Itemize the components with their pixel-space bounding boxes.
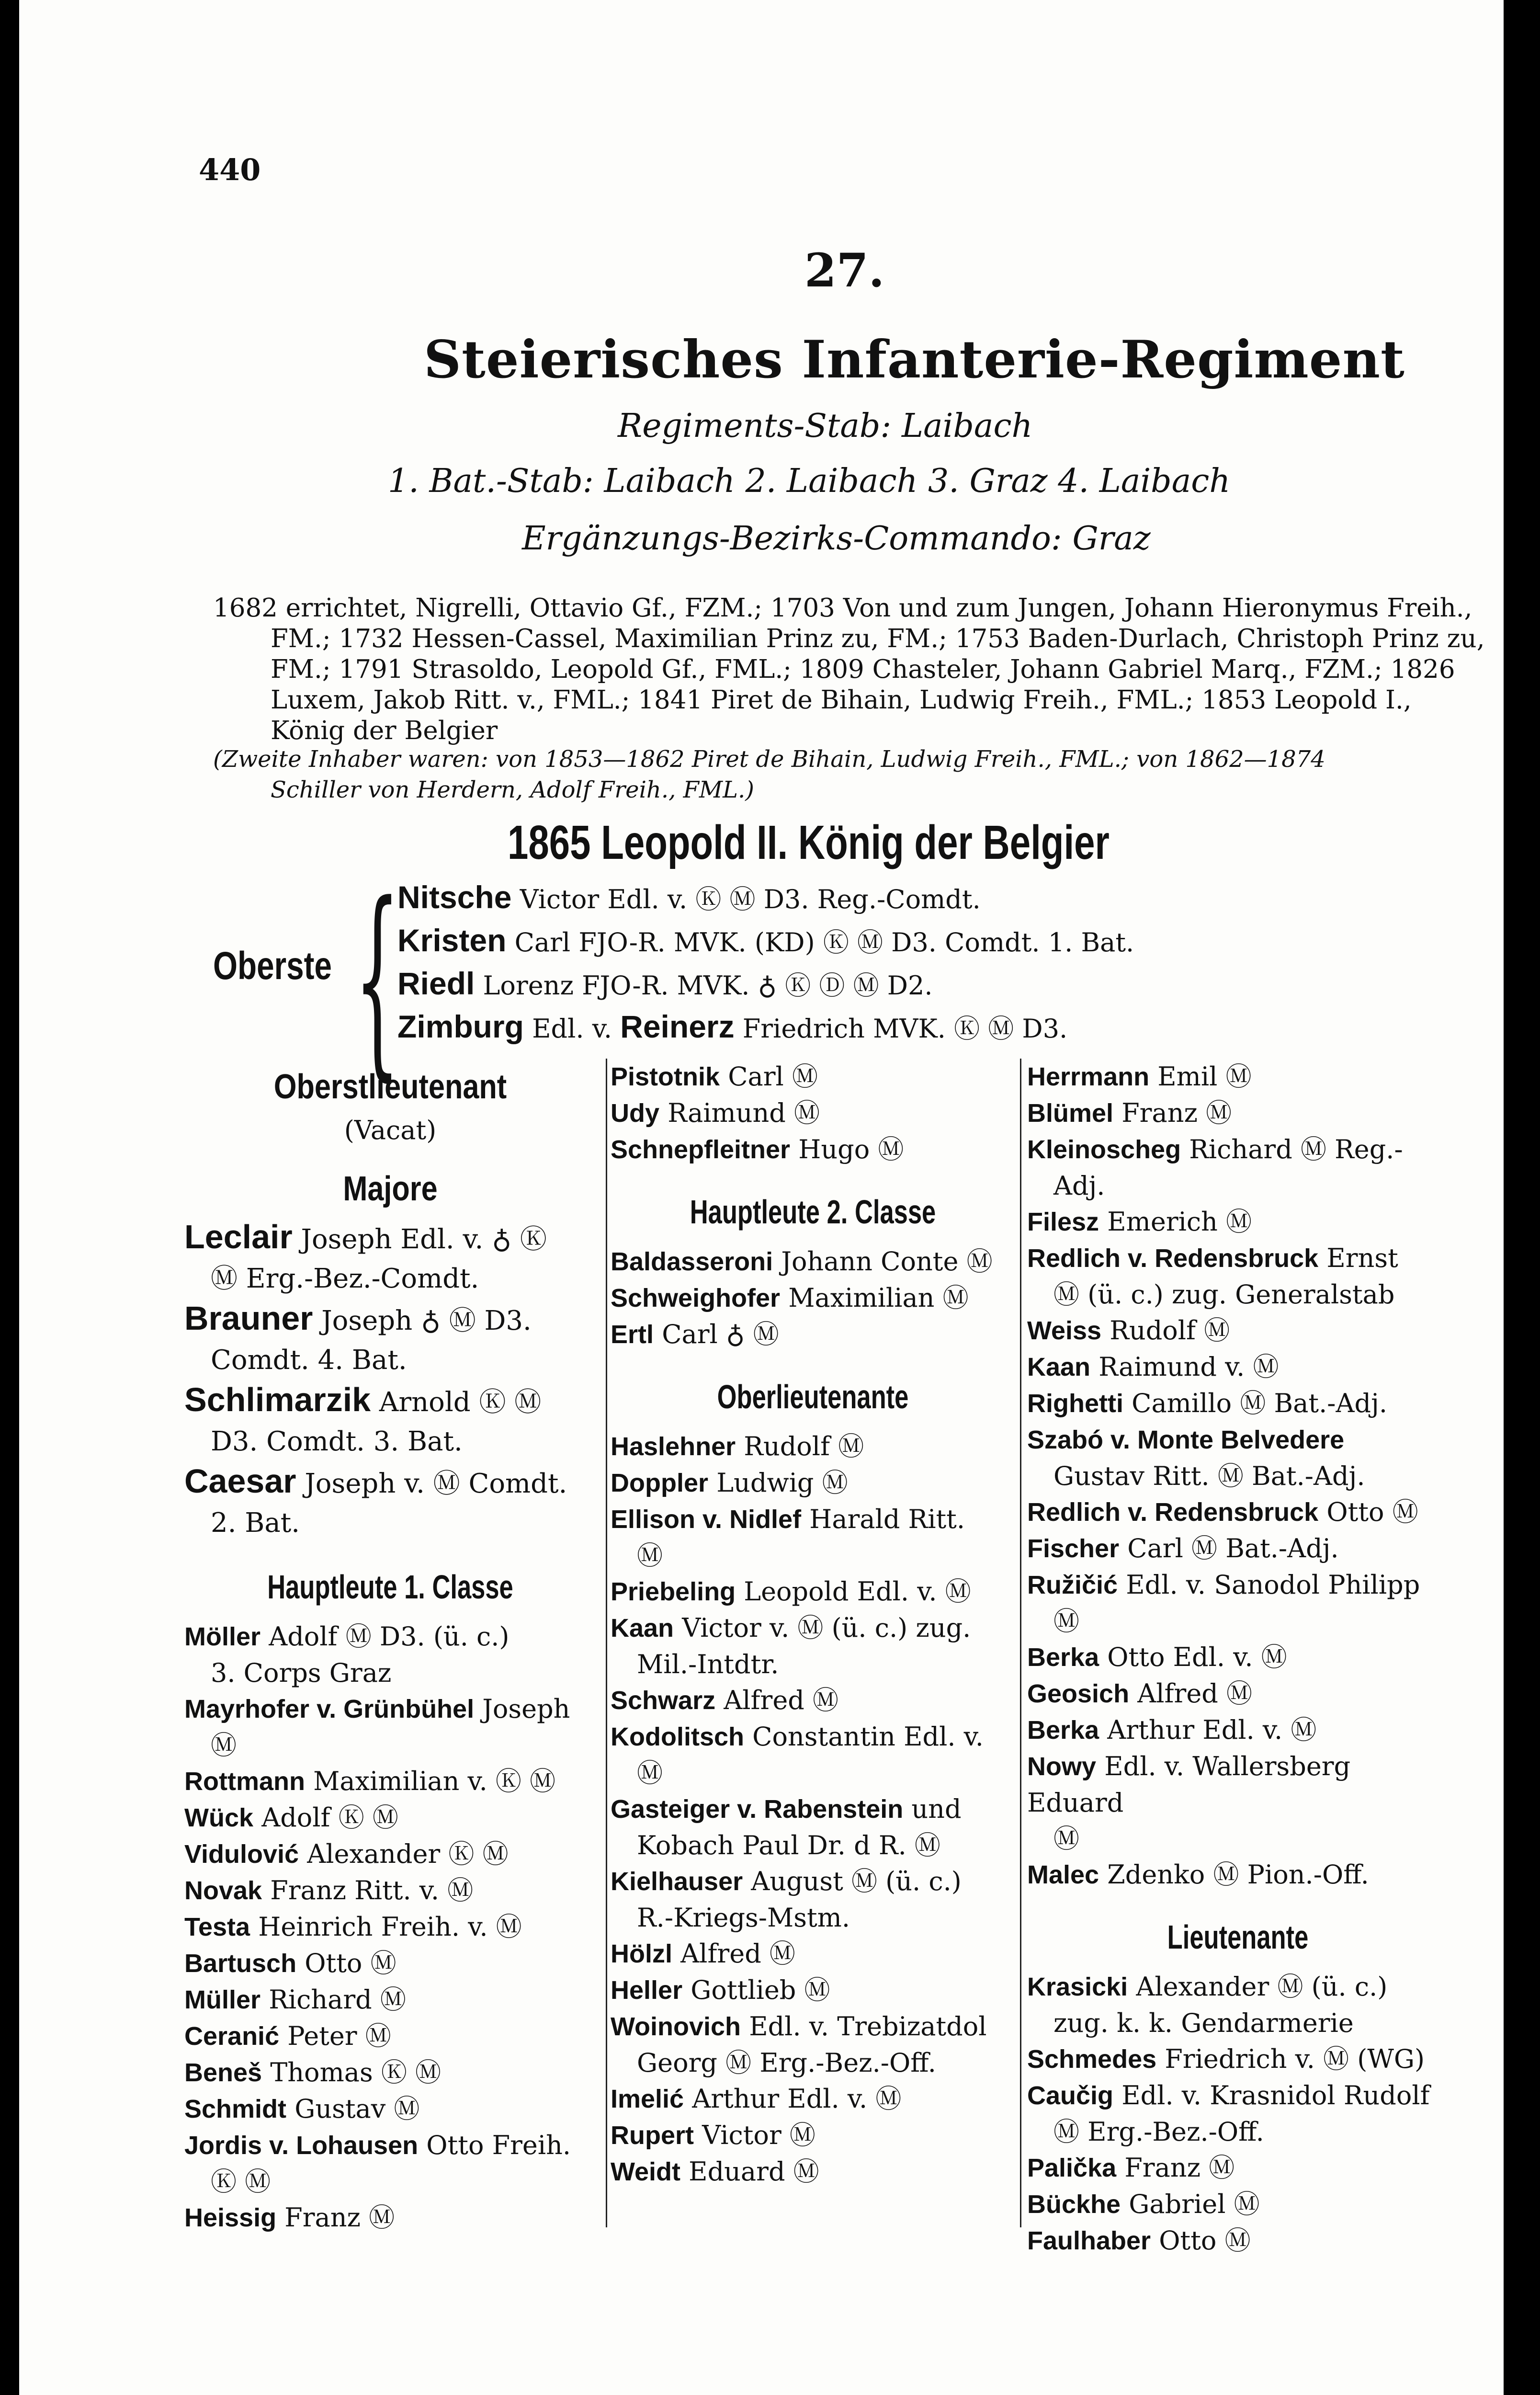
officer-name-2: Reinerz: [620, 1009, 735, 1044]
officer-details: Carl ♁ Ⓜ: [662, 1319, 779, 1349]
officer-entry: [1027, 1422, 1449, 1494]
officer-name: Weidt: [611, 2157, 680, 2186]
oberst-entry: [397, 965, 933, 1002]
officer-details: Otto Ⓜ: [1159, 2225, 1251, 2256]
officer-entry: [184, 1299, 596, 1380]
officer-name: Gasteiger v. Rabenstein: [611, 1795, 904, 1824]
officer-name: Heissig: [184, 2203, 277, 2232]
book-page: [19, 0, 1504, 2395]
officer-name: Müller: [184, 1985, 261, 2014]
officer-entry: [1027, 1748, 1449, 1857]
officer-details-continued: 3. Corps Graz: [211, 1658, 392, 1688]
officer-name: Ceranić: [184, 2022, 280, 2051]
officer-details-continued: Ⓜ Erg.-Bez.-Off.: [1053, 2117, 1264, 2147]
officer-entry: [1027, 1639, 1449, 1676]
officer-details-continued: Georg Ⓜ Erg.-Bez.-Off.: [637, 2048, 936, 2078]
officer-name: Kleinoscheg: [1027, 1135, 1181, 1164]
officer-details: Victor v. Ⓜ (ü. c.) zug.: [682, 1613, 971, 1643]
officer-details: Otto Edl. v. Ⓜ: [1107, 1642, 1287, 1672]
officer-entry: [1027, 1204, 1449, 1240]
oberst-entry: [397, 879, 981, 916]
officer-entry: [184, 2091, 596, 2127]
officer-name: Udy: [611, 1099, 660, 1128]
officer-details: Arthur Edl. v. Ⓜ: [692, 2084, 902, 2114]
officer-name: Schwarz: [611, 1686, 716, 1715]
officer-entry: [611, 2154, 1015, 2190]
officer-details: Joseph: [482, 1694, 570, 1724]
officer-details: und: [911, 1794, 962, 1824]
officer-name: Ertl: [611, 1320, 654, 1349]
officer-entry: [1027, 1857, 1449, 1893]
officer-entry: [611, 1280, 1015, 1316]
officer-entry: [184, 1982, 596, 2018]
officer-details: Alexander Ⓚ Ⓜ: [307, 1839, 509, 1869]
officer-details: Raimund v. Ⓜ: [1098, 1352, 1279, 1382]
officer-name: Kielhauser: [611, 1867, 743, 1896]
officer-details: Victor Ⓜ: [702, 2120, 815, 2150]
officer-name: Kaan: [1027, 1353, 1091, 1381]
officer-name: Krasicki: [1027, 1973, 1128, 2001]
officer-name: Blümel: [1027, 1099, 1114, 1128]
officer-name: Bartusch: [184, 1949, 297, 1978]
officer-entry: [611, 1465, 1015, 1501]
officer-entry: [611, 1428, 1015, 1465]
officer-entry: [184, 1909, 596, 1945]
officer-name: Nowy: [1027, 1752, 1097, 1781]
officer-entry: [611, 1719, 1015, 1791]
officer-details: Adolf Ⓚ Ⓜ: [261, 1802, 398, 1833]
officer-entry: [1027, 2223, 1449, 2259]
officer-entry: [184, 1380, 596, 1461]
officer-name: Woinovich: [611, 2012, 741, 2041]
officer-name: Filesz: [1027, 1208, 1099, 1236]
officer-details: Johann Conte Ⓜ: [781, 1246, 993, 1277]
officer-details: Friedrich v. Ⓜ (WG): [1165, 2044, 1425, 2074]
oberst-entry: [397, 1008, 1067, 1045]
officer-details: Zdenko Ⓜ Pion.-Off.: [1107, 1859, 1369, 1890]
oberlt-top-list: [611, 1059, 1015, 1168]
subtitle-regiments-stab: Regiments-Stab: Laibach: [618, 407, 1033, 445]
officer-details: Carl Ⓜ: [728, 1061, 818, 1092]
officer-entry: [611, 1316, 1015, 1353]
officer-name: Novak: [184, 1876, 262, 1905]
subtitle-bat-stab: 1. Bat.-Stab: Laibach 2. Laibach 3. Graz 4. Laibach: [388, 462, 1231, 500]
officer-entry: [1027, 2186, 1449, 2223]
officer-details-continued: Ⓜ: [637, 1758, 663, 1788]
officer-name: Palička: [1027, 2154, 1117, 2182]
officer-name: Caesar: [184, 1462, 296, 1500]
officer-details: Harald Ritt.: [809, 1504, 965, 1534]
officer-name: Szabó v. Monte Belvedere: [1027, 1426, 1345, 1454]
officer-name: Weiss: [1027, 1316, 1102, 1345]
officer-entry: [184, 1763, 596, 1800]
officer-name: Rottmann: [184, 1767, 305, 1796]
officer-details: Hugo Ⓜ: [798, 1134, 904, 1164]
officer-entry: [1027, 1240, 1449, 1312]
officer-details-continued: D3. Comdt. 3. Bat.: [211, 1426, 463, 1457]
history-line: König der Belgier: [271, 716, 498, 745]
officer-details: Otto Ⓜ: [305, 1948, 396, 1978]
officer-details-continued: Ⓚ Ⓜ: [211, 2167, 271, 2197]
officer-details: Carl Ⓜ Bat.-Adj.: [1127, 1533, 1339, 1563]
officer-details: Joseph ♁ Ⓜ D3.: [321, 1305, 532, 1336]
officer-entry: [1027, 2150, 1449, 2186]
officer-details: Emerich Ⓜ: [1107, 1207, 1252, 1237]
oberst-entry: [397, 922, 1134, 959]
officer-details: Thomas Ⓚ Ⓜ: [270, 2057, 442, 2087]
officer-name: Fischer: [1027, 1534, 1120, 1563]
officer-entry: [184, 1800, 596, 1836]
officer-details: Richard Ⓜ Reg.-: [1189, 1134, 1403, 1164]
officer-details: Maximilian Ⓜ: [788, 1283, 969, 1313]
officer-details: Franz Ritt. v. Ⓜ: [270, 1875, 474, 1905]
officer-entry: [611, 2008, 1015, 2081]
officer-details: Maximilian v. Ⓚ Ⓜ: [313, 1766, 556, 1796]
officer-name: Caučig: [1027, 2081, 1114, 2110]
officer-details-continued: Gustav Ritt. Ⓜ Bat.-Adj.: [1053, 1461, 1365, 1491]
officer-details-continued: Ⓜ: [1053, 1606, 1079, 1636]
officer-details: Franz Ⓜ: [284, 2202, 395, 2233]
officer-details: Gabriel Ⓜ: [1129, 2189, 1260, 2219]
officer-details: Edl. v.: [532, 1014, 612, 1044]
officer-name: Imelić: [611, 2085, 684, 2113]
officer-details: Edl. v. Trebizatdol: [749, 2011, 987, 2041]
officer-details-2: Friedrich MVK. Ⓚ Ⓜ D3.: [742, 1014, 1068, 1044]
officer-name: Hölzl: [611, 1939, 672, 1968]
officer-details: Constantin Edl. v.: [752, 1722, 984, 1752]
officer-details-continued: Ⓜ: [637, 1540, 663, 1571]
majore-list: [184, 1217, 596, 1543]
officer-details: Camillo Ⓜ Bat.-Adj.: [1132, 1388, 1387, 1418]
officer-entry: [1027, 1385, 1449, 1422]
officer-entry: [611, 1131, 1015, 1168]
officer-entry: [184, 2200, 596, 2236]
officer-entry: [184, 1691, 596, 1763]
officer-details: Emil Ⓜ: [1157, 1061, 1252, 1092]
officer-entry: [611, 1095, 1015, 1131]
officer-details: Raimund Ⓜ: [668, 1098, 820, 1128]
hauptleute2-list: [611, 1243, 1015, 1353]
officer-details: Joseph Edl. v. ♁ Ⓚ: [301, 1224, 547, 1255]
officer-details: Arthur Edl. v. Ⓜ: [1107, 1715, 1317, 1745]
officer-name: Berka: [1027, 1716, 1099, 1745]
oberste-label: Oberste: [213, 944, 332, 988]
officer-name: Redlich v. Redensbruck: [1027, 1244, 1319, 1273]
officer-name: Kaan: [611, 1614, 674, 1642]
officer-details: Arnold Ⓚ Ⓜ: [379, 1387, 542, 1418]
officer-details: Heinrich Freih. v. Ⓜ: [258, 1912, 522, 1942]
officer-entry: [611, 2117, 1015, 2154]
officer-name: Righetti: [1027, 1389, 1123, 1418]
officer-name: Testa: [184, 1913, 250, 1941]
history-line: 1682 errichtet, Nigrelli, Ottavio Gf., FZM.; 1703 Von und zum Jungen, Johann Hieronymus Freih.,: [213, 593, 1472, 623]
officer-name: Malec: [1027, 1860, 1099, 1889]
officer-name: Berka: [1027, 1643, 1099, 1672]
officer-entry: [611, 1574, 1015, 1610]
officer-entry: [611, 1936, 1015, 1972]
officer-details: Alexander Ⓜ (ü. c.): [1136, 1972, 1388, 2002]
officer-details-continued: Adj.: [1053, 1171, 1105, 1201]
officer-entry: [611, 1610, 1015, 1682]
officer-details-continued: Ⓜ (ü. c.) zug. Generalstab: [1053, 1279, 1395, 1310]
officer-details-continued: zug. k. k. Gendarmerie: [1053, 2008, 1354, 2038]
officer-details-continued: Ⓜ: [1053, 1824, 1079, 1854]
officer-entry: [611, 1059, 1015, 1095]
officer-name: Brauner: [184, 1300, 313, 1337]
oberlieutenante-list: [611, 1428, 1015, 2190]
officer-name: Doppler: [611, 1469, 709, 1497]
column-divider: [606, 1059, 607, 2227]
oberlieutenante-heading: Oberlieutenante: [717, 1378, 909, 1415]
officer-name: Beneš: [184, 2058, 262, 2087]
officer-entry: [1027, 2077, 1449, 2150]
officer-entry: [184, 1461, 596, 1543]
officer-entry: [1027, 2041, 1449, 2077]
officer-details-continued: Comdt. 4. Bat.: [211, 1345, 407, 1376]
officer-details: Adolf Ⓜ D3. (ü. c.): [269, 1621, 510, 1652]
officer-details: Rudolf Ⓜ: [744, 1431, 864, 1461]
officer-name: Jordis v. Lohausen: [184, 2131, 419, 2160]
history-line: Luxem, Jakob Ritt. v., FML.; 1841 Piret de Bihain, Ludwig Freih., FML.; 1853 Leopold I.,: [271, 685, 1412, 715]
officer-name: Kodolitsch: [611, 1722, 744, 1751]
officer-name: Möller: [184, 1622, 261, 1651]
officer-details: Edl. v. Sanodol Philipp: [1126, 1570, 1420, 1600]
officer-name: Wück: [184, 1803, 254, 1832]
officer-entry: [1027, 1059, 1449, 1095]
officer-name: Schmidt: [184, 2095, 287, 2123]
officer-details: Richard Ⓜ: [269, 1984, 406, 2015]
officer-entry: [184, 1836, 596, 1872]
officer-entry: [611, 1791, 1015, 1863]
officer-details: Ludwig Ⓜ: [716, 1468, 848, 1498]
officer-details: Peter Ⓜ: [287, 2021, 391, 2051]
officer-name: Schweighofer: [611, 1284, 781, 1312]
officer-entry: [184, 1217, 596, 1299]
officer-entry: [1027, 1131, 1449, 1204]
officer-entry: [1027, 1567, 1449, 1639]
officer-name: Kristen: [397, 923, 507, 958]
officer-entry: [1027, 1969, 1449, 2041]
page-title: Steierisches Infanterie-Regiment: [424, 330, 1405, 390]
officer-details: Otto Ⓜ: [1326, 1497, 1418, 1527]
officer-details-continued: Ⓜ Erg.-Bez.-Comdt.: [211, 1263, 479, 1294]
lieutenante-list: [1027, 1969, 1449, 2259]
officer-name: Ružičić: [1027, 1571, 1118, 1599]
officer-details: Edl. v. Wallersberg Eduard: [1027, 1751, 1351, 1818]
brace-decoration: {: [354, 860, 400, 1099]
officer-details-continued: Mil.-Intdtr.: [637, 1649, 779, 1679]
officer-entry: [184, 2127, 596, 2200]
officer-details-continued: Ⓜ: [211, 1730, 237, 1760]
officer-entry: [1027, 1530, 1449, 1567]
column-divider: [1020, 1059, 1021, 2227]
officer-entry: [184, 1619, 596, 1691]
officer-name: Mayrhofer v. Grünbühel: [184, 1695, 475, 1723]
officer-name: Geosich: [1027, 1679, 1130, 1708]
officer-entry: [611, 1243, 1015, 1280]
officer-name: Ellison v. Nidlef: [611, 1505, 802, 1534]
officer-name: Schnepfleitner: [611, 1135, 791, 1164]
column-left: [184, 1059, 596, 2236]
officer-name: Schmedes: [1027, 2045, 1157, 2074]
officer-details: Eduard Ⓜ: [689, 2156, 819, 2187]
officer-name: Leclair: [184, 1218, 293, 1255]
officer-name: Priebeling: [611, 1577, 736, 1606]
officer-details: Alfred Ⓜ: [1137, 1678, 1253, 1709]
vacat-note: (Vacat): [344, 1115, 437, 1145]
officer-name: Rupert: [611, 2121, 694, 2150]
officer-entry: [611, 1972, 1015, 2008]
officer-name: Baldasseroni: [611, 1247, 773, 1276]
owner-heading: 1865 Leopold II. König der Belgier: [508, 816, 1110, 869]
subtitle-ergaenzung: Ergänzungs-Bezirks-Commando: Graz: [522, 520, 1151, 558]
officer-name: Pistotnik: [611, 1062, 720, 1091]
officer-name: Nitsche: [397, 879, 512, 915]
column-right: [1027, 1059, 1449, 2259]
officer-entry: [1027, 1312, 1449, 1349]
officer-entry: [1027, 1712, 1449, 1748]
officer-details: Edl. v. Krasnidol Rudolf: [1121, 2080, 1430, 2110]
hauptleute1-heading: Hauptleute 1. Classe: [267, 1568, 513, 1606]
officer-details: Rudolf Ⓜ: [1110, 1315, 1230, 1346]
officer-entry: [611, 2081, 1015, 2117]
officer-details: Ernst: [1326, 1243, 1398, 1273]
officer-details: Lorenz FJO-R. MVK. ♁ Ⓚ Ⓓ Ⓜ D2.: [483, 970, 933, 1001]
officer-details: Alfred Ⓜ: [724, 1685, 839, 1715]
officer-entry: [184, 1945, 596, 1982]
oberlt-continued-list: [1027, 1059, 1449, 1893]
officer-entry: [611, 1501, 1015, 1574]
second-owners-line: Schiller von Herdern, Adolf Freih., FML.): [271, 776, 754, 803]
officer-details: Gustav Ⓜ: [294, 2094, 420, 2124]
officer-entry: [1027, 1095, 1449, 1131]
officer-name: Haslehner: [611, 1432, 736, 1461]
officer-name: Schlimarzik: [184, 1381, 371, 1418]
officer-details: Otto Freih.: [426, 2130, 571, 2160]
regiment-number: 27.: [804, 243, 885, 297]
officer-details-continued: R.-Kriegs-Mstm.: [637, 1903, 850, 1933]
officer-entry: [611, 1863, 1015, 1936]
officer-name: Bückhe: [1027, 2190, 1121, 2219]
officer-details: Alfred Ⓜ: [680, 1939, 795, 1969]
officer-name: Herrmann: [1027, 1062, 1150, 1091]
officer-entry: [611, 1682, 1015, 1719]
officer-details-continued: Kobach Paul Dr. d R. Ⓜ: [637, 1830, 940, 1860]
majore-heading: Majore: [343, 1170, 438, 1208]
hauptleute1-list: [184, 1619, 596, 2236]
oberstlieutenant-heading: Oberstlieutenant: [273, 1068, 507, 1106]
history-line: FM.; 1732 Hessen-Cassel, Maximilian Prinz zu, FM.; 1753 Baden-Durlach, Christoph Prinz zu,: [271, 624, 1485, 653]
officer-details: Joseph v. Ⓜ Comdt.: [305, 1468, 567, 1499]
officer-name: Vidulović: [184, 1840, 299, 1869]
history-line: FM.; 1791 Strasoldo, Leopold Gf., FML.; 1809 Chasteler, Johann Gabriel Marq., FZM.; 1826: [271, 655, 1455, 684]
officer-details-continued: 2. Bat.: [211, 1507, 300, 1539]
column-middle: [611, 1059, 1015, 2190]
officer-name: Zimburg: [397, 1009, 524, 1044]
lieutenante-heading: Lieutenante: [1167, 1918, 1309, 1956]
officer-details: Franz Ⓜ: [1121, 1098, 1232, 1128]
officer-details: Carl FJO-R. MVK. (KD) Ⓚ Ⓜ D3. Comdt. 1. Bat.: [514, 927, 1134, 958]
officer-name: Heller: [611, 1976, 683, 2005]
officer-name: Riedl: [397, 966, 475, 1001]
officer-entry: [184, 1872, 596, 1909]
officer-details: Franz Ⓜ: [1124, 2153, 1235, 2183]
officer-entry: [1027, 1676, 1449, 1712]
page-number: 440: [199, 152, 261, 187]
officer-entry: [184, 2054, 596, 2091]
hauptleute2-heading: Hauptleute 2. Classe: [690, 1193, 936, 1231]
officer-details: August Ⓜ (ü. c.): [751, 1866, 962, 1896]
officer-entry: [1027, 1349, 1449, 1385]
officer-details: Leopold Edl. v. Ⓜ: [744, 1576, 971, 1607]
officer-entry: [184, 2018, 596, 2054]
officer-name: Redlich v. Redensbruck: [1027, 1498, 1319, 1527]
history-paragraph: [213, 593, 1485, 746]
officer-entry: [1027, 1494, 1449, 1530]
second-owners-note: [213, 744, 1325, 805]
officer-details: Gottlieb Ⓜ: [691, 1975, 830, 2005]
second-owners-line: (Zweite Inhaber waren: von 1853—1862 Piret de Bihain, Ludwig Freih., FML.; von 1862—1874: [213, 746, 1325, 773]
officer-details: Victor Edl. v. Ⓚ Ⓜ D3. Reg.-Comdt.: [520, 884, 981, 914]
officer-name: Faulhaber: [1027, 2226, 1151, 2255]
